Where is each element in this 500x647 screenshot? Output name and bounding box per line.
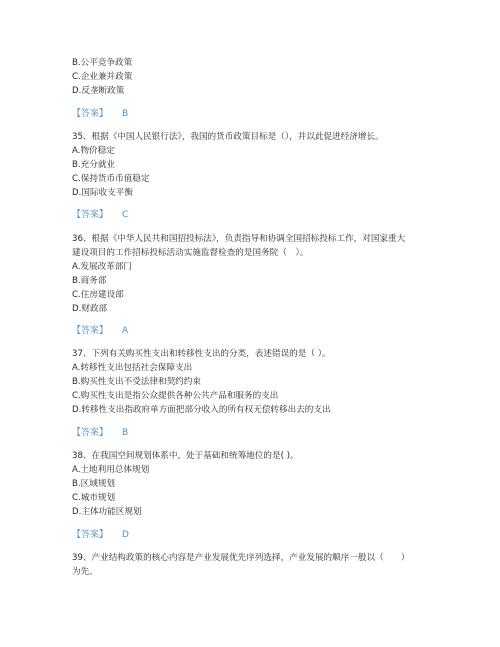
option-d: D.财政部 [72,304,108,314]
option-a: A.土地利用总体规划 [72,465,150,475]
option-b: B.商务部 [72,276,107,286]
answer-line [72,326,128,337]
option-d: D.反垄断政策 [72,86,125,96]
option-d: D.转移性支出指政府单方面把部分收入的所有权无偿转移出去的支出 [72,405,331,415]
answer-value: D [122,530,129,540]
question-stem-line1: 39、产业结构政策的核心内容是产业发展优先序列选择，产业发展的顺序一般以（ ） [72,553,410,563]
option-d: D.主体功能区规划 [72,507,142,517]
answer-value: C [122,210,129,220]
answer-label: 【答案】 [72,530,109,540]
option-c: C.保持货币币值稳定 [72,174,150,184]
question-stem-line1: 36、根据《中华人民共和国招投标法》，负责指导和协调全国招标投标工作，对国家重大 [72,234,406,244]
option-c: C.购买性支出是指公众提供各种公共产品和服务的支出 [72,391,279,401]
answer-value: B [122,428,129,438]
answer-line [72,109,128,120]
answer-label: 【答案】 [72,326,109,336]
option-b: B.公平竞争政策 [72,58,133,68]
answer-label: 【答案】 [72,428,109,438]
answer-line [72,210,128,221]
answer-label: 【答案】 [72,210,109,220]
option-c: C.城市规划 [72,493,116,503]
option-b: B.购买性支出不受法律和契约约束 [72,377,201,387]
option-d: D.国际收支平衡 [72,188,133,198]
option-a: A.发展改革部门 [72,262,133,272]
answer-value: B [122,109,129,119]
question-stem: 35、根据《中国人民银行法》，我国的货币政策目标是（），并以此促进经济增长。 [72,132,384,142]
option-c: C.企业兼并政策 [72,72,133,82]
option-c: C.住房建设部 [72,290,124,300]
option-a: A.物价稳定 [72,146,115,156]
answer-line [72,428,128,439]
question-stem-line2: 建设项目的工作招标投标活动实施监督检查的是国务院（ ）。 [72,248,309,258]
option-a: A.转移性支出包括社会保障支出 [72,363,193,373]
question-stem-line2: 为先。 [72,567,98,577]
answer-value: A [122,326,129,336]
answer-label: 【答案】 [72,109,109,119]
option-b: B.充分就业 [72,160,116,170]
option-b: B.区域规划 [72,479,116,489]
answer-line [72,530,129,541]
question-stem: 37、下列有关购买性支出和转移性支出的分类，表述错误的是（ ）。 [72,349,331,359]
question-stem: 38、在我国空间规划体系中，处于基础和统筹地位的是( )。 [72,451,299,461]
